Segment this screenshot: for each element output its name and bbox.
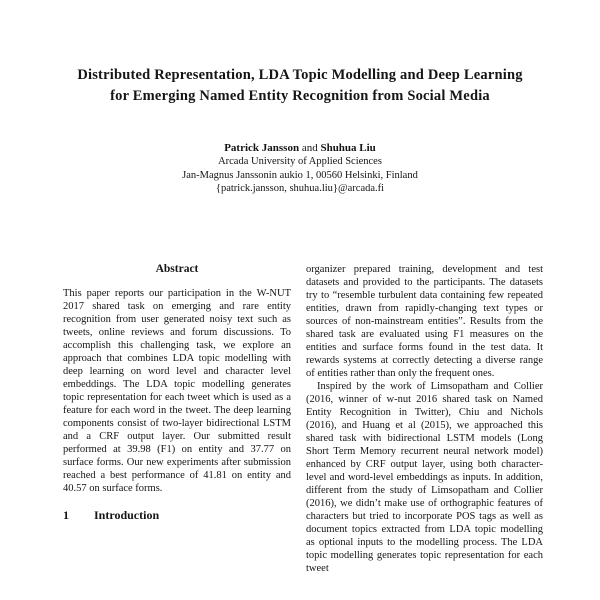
right-column-paragraph-1: organizer prepared training, development and test datasets and provided to the participants. The datasets try to “resemble turbulent data containing few repeated entities, drawn from rapidly-changing text types or sources of non-mainstream entities”. Results from the shared task are evaluated using F1 measures on the entities and surface forms found in the test data. It rewards systems at correctly detecting a diverse range of entities rather than only the frequent ones.: [306, 264, 543, 379]
paper-title: [0, 65, 600, 107]
section-title: Introduction: [94, 508, 160, 522]
paper-title-line-2: for Emerging Named Entity Recognition from Social Media: [110, 88, 490, 104]
left-column: [63, 263, 291, 522]
author-name-2: Shuhua Liu: [320, 142, 376, 154]
author-names: [0, 141, 600, 155]
paper-title-line-1: Distributed Representation, LDA Topic Modelling and Deep Learning: [77, 67, 523, 83]
right-column: [306, 263, 543, 575]
abstract-text: This paper reports our participation in the W-NUT 2017 shared task on emerging and rare entity recognition from user generated noisy text such as tweets, online reviews and forum discussions. To accomplish this challenging task, we explore an approach that combines LDA topic modelling with deep learning on word level and character level embeddings. The LDA topic modelling generates topic representation for each tweet which is used as a feature for each word in the tweet. The deep learning components consist of two-layer bidirectional LSTM and a CRF output layer. Our submitted result performed at 39.98 (F1) on entity and 37.77 on surface forms. Our new experiments after submission reached a best performance of 41.81 on entity and 40.57 on surface forms.: [63, 288, 291, 494]
author-block: [0, 141, 600, 196]
section-heading-introduction: [63, 509, 291, 522]
author-email: {patrick.jansson, shuhua.liu}@arcada.fi: [215, 183, 385, 194]
abstract-heading: Abstract: [155, 263, 199, 275]
right-column-paragraph-2: Inspired by the work of Limsopatham and Collier (2016, winner of w-nut 2016 shared task on Named Entity Recognition in Twitter), Chiu and Nichols (2016), and Huang et al (2015), we approached this shared task with bidirectional LSTM models (Long Short Term Memory recurrent neural network model) enhanced by CRF output layer, using both character-level and word-level embeddings as inputs. In addition, different from the study of Limsopatham and Collier (2016), we didn’t make use of orthographic features of characters but tried to incorporate POS tags as well as document topics extracted from LDA topic modelling as optional inputs to the modelling process. The LDA topic modelling generates topic representation for each tweet: [306, 381, 543, 574]
author-affiliation: Arcada University of Applied Sciences: [218, 156, 382, 167]
author-name-1: Patrick Jansson: [224, 142, 300, 154]
section-number: 1: [63, 508, 69, 522]
author-conjunction: and: [299, 142, 321, 154]
author-address: Jan-Magnus Janssonin aukio 1, 00560 Helsinki, Finland: [182, 169, 418, 181]
